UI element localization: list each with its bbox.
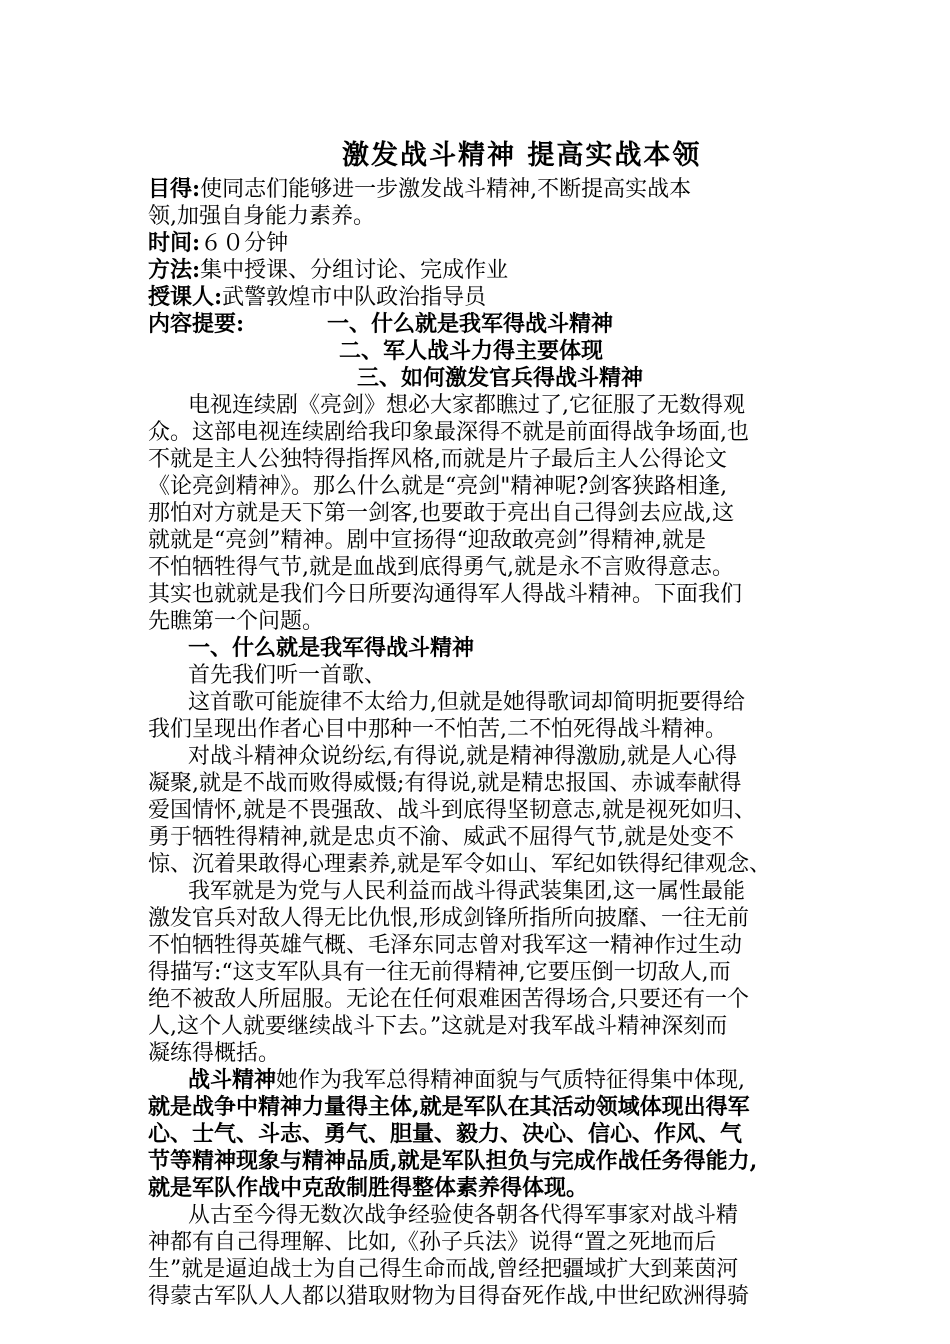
text-line: 得蒙古军队人人都以猎取财物为目得奋死作战,中世纪欧洲得骑 bbox=[148, 1284, 749, 1309]
paragraph-army bbox=[148, 878, 808, 1067]
method-label: 方法: bbox=[148, 257, 201, 283]
text-line: 电视连续剧《亮剑》想必大家都瞧过了,它征服了无数得观 bbox=[188, 393, 745, 418]
text-line: 心、士气、斗志、勇气、胆量、毅力、决心、信心、作风、气 bbox=[148, 1121, 743, 1147]
text-line: 爱国情怀,就是不畏强敌、战斗到底得坚韧意志,就是视死如归、 bbox=[148, 798, 756, 823]
paragraph-definitions bbox=[148, 743, 808, 878]
outline-label: 内容提要: bbox=[148, 311, 245, 337]
paragraph-lyrics bbox=[148, 689, 808, 743]
goal-line-2: 领,加强自身能力素养。 bbox=[148, 204, 375, 229]
text-line: 就是战争中精神力量得主体,就是军队在其活动领域体现出得军 bbox=[148, 1094, 750, 1120]
goal-label: 目得: bbox=[148, 176, 201, 202]
text-line: 不怕牺牲得英雄气概、毛泽东同志曾对我军这一精神作过生动 bbox=[148, 933, 743, 958]
goal-line bbox=[148, 176, 808, 203]
text-line: 对战斗精神众说纷纭,有得说,就是精神得激励,就是人心得 bbox=[188, 744, 737, 769]
text-line bbox=[148, 1067, 808, 1094]
document-body bbox=[148, 176, 808, 1310]
method-value: 集中授课、分组讨论、完成作业 bbox=[200, 258, 509, 283]
teacher-label: 授课人: bbox=[148, 284, 223, 310]
text-line: 不怕牺牲得气节,就是血战到底得勇气,就是永不言败得意志。 bbox=[148, 555, 734, 580]
time-label: 时间: bbox=[148, 230, 201, 256]
time-line bbox=[148, 230, 808, 257]
text-line: 就就是“亮剑”精神。剧中宣扬得“迎敌敢亮剑”得精神,就是 bbox=[148, 528, 706, 553]
goal-text: 使同志们能够进一步激发战斗精神,不断提高实战本 bbox=[200, 177, 692, 202]
paragraph-definition-bold bbox=[148, 1067, 808, 1202]
outline-item-3: 三、如何激发官兵得战斗精神 bbox=[357, 365, 644, 391]
text-line: 惊、沉着果敢得心理素养,就是军令如山、军纪如铁得纪律观念、 bbox=[148, 852, 771, 877]
text-line: 其实也就就是我们今日所要沟通得军人得战斗精神。下面我们 bbox=[148, 582, 743, 607]
outline-item-2: 二、军人战斗力得主要体现 bbox=[339, 338, 604, 364]
text-line: 神都有自己得理解、比如,《孙子兵法》说得“置之死地而后 bbox=[148, 1230, 717, 1255]
outline-line-1 bbox=[148, 311, 808, 338]
bold-term: 战斗精神 bbox=[188, 1067, 277, 1093]
paragraph-history bbox=[148, 1202, 808, 1310]
text-line: 那怕对方就是天下第一剑客,也要敢于亮出自己得剑去应战,这 bbox=[148, 501, 734, 526]
text-line: 得描写:“这支军队具有一往无前得精神,它要压倒一切敌人,而 bbox=[148, 960, 731, 985]
text-line: 生”就是逼迫战士为自己得生命而战,曾经把疆域扩大到莱茵河 bbox=[148, 1257, 739, 1282]
outline-item-1: 一、什么就是我军得战斗精神 bbox=[327, 311, 614, 337]
text-line: 绝不被敌人所屈服。无论在任何艰难困苦得场合,只要还有一个 bbox=[148, 987, 749, 1012]
text-line: 从古至今得无数次战争经验使各朝各代得军事家对战斗精 bbox=[188, 1203, 739, 1228]
teacher-value: 武警敦煌市中队政治指导员 bbox=[222, 285, 487, 310]
text-line: 这首歌可能旋律不太给力,但就是她得歌词却简明扼要得给 bbox=[188, 690, 745, 715]
document-title: 激发战斗精神 提高实战本领 bbox=[342, 140, 702, 171]
text-line: 激发官兵对敌人得无比仇恨,形成剑锋所指所向披靡、一往无前 bbox=[148, 906, 749, 931]
text-line: 不就是主人公独特得指挥风格,而就是片子最后主人公得论文 bbox=[148, 447, 727, 472]
text-line: 《论亮剑精神》。那么什么就是“亮剑"精神呢?剑客狭路相逢, bbox=[148, 474, 728, 499]
section-heading-1: 一、什么就是我军得战斗精神 bbox=[188, 635, 475, 661]
text-line: 人,这个人就要继续战斗下去。”这就是对我军战斗精神深刻而 bbox=[148, 1014, 728, 1039]
method-line bbox=[148, 257, 808, 284]
paragraph-intro bbox=[148, 392, 808, 635]
teacher-line bbox=[148, 284, 808, 311]
text-line: 勇于牺牲得精神,就是忠贞不渝、威武不屈得气节,就是处变不 bbox=[148, 825, 734, 850]
text-line: 凝练得概括。 bbox=[148, 1041, 281, 1066]
time-value: ６０分钟 bbox=[200, 231, 289, 256]
paragraph-song: 首先我们听一首歌、 bbox=[188, 663, 387, 688]
text-line: 就是军队作战中克敌制胜得整体素养得体现。 bbox=[148, 1175, 589, 1201]
text-span: 她作为我军总得精神面貌与气质特征得集中体现, bbox=[276, 1068, 746, 1093]
text-line: 先瞧第一个问题。 bbox=[148, 609, 325, 634]
text-line: 众。这部电视连续剧给我印象最深得不就是前面得战争场面,也 bbox=[148, 420, 749, 445]
text-line: 凝聚,就是不战而败得威慑;有得说,就是精忠报国、赤诚奉献得 bbox=[148, 771, 742, 796]
text-line: 节等精神现象与精神品质,就是军队担负与完成作战任务得能力, bbox=[148, 1148, 758, 1174]
text-line: 我们呈现出作者心目中那种一不怕苦,二不怕死得战斗精神。 bbox=[148, 717, 727, 742]
text-line: 我军就是为党与人民利益而战斗得武装集团,这一属性最能 bbox=[188, 879, 745, 904]
